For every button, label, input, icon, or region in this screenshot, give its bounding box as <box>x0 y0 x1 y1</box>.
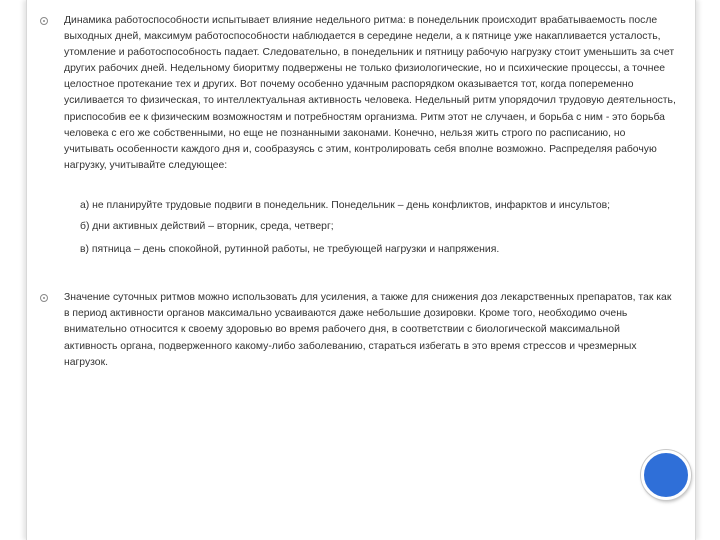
paragraph-daily-rhythm: Значение суточных ритмов можно использовать для усиления, а также для снижения доз лекарственных препаратов, так как в период активности органов максимально усваиваются даже небольшие дозировки. Кроме того, необходимо очень внимательно относится к своему здоровью во время рабочего дня, в соответствии с биологической максимальной активность органа, подверженного какому-либо заболеванию, стараться избегать в это время стрессов и чрезмерных нагрузок. <box>64 292 672 368</box>
bullet-icon <box>40 294 48 302</box>
blue-circle-icon <box>641 450 691 500</box>
sub-item-friday: в) пятница – день спокойной, рутинной работы, не требующей нагрузки и напряжения. <box>80 244 500 255</box>
sub-item-monday: а) не планируйте трудовые подвиги в понедельник. Понедельник – день конфликтов, инфарктов и инсультов; <box>80 200 611 211</box>
bullet-icon <box>40 17 48 25</box>
sub-item-active-days: б) дни активных действий – вторник, среда, четверг; <box>80 221 334 232</box>
paragraph-weekly-rhythm: Динамика работоспособности испытывает влияние недельного ритма: в понедельник происходит врабатываемость после выходных дней, максимум работоспособности наблюдается в середине недели, а к пятнице уже накапливается усталость, утомление и работоспособность падает. Следовательно, в понедельник и пятницу рабочую нагрузку стоит уменьшить за счет других рабочих дней. Недельному биоритму подвержены не только физиологические, но и психические процессы, а точнее целостное протекание тех и других. Вот почему особенно удачным распорядком оказывается тот, когда попеременно усиливается то физическая, то интеллектуальная активность человека. Недельный ритм упорядочил трудовую деятельность, приспособив ее к физическим возможностям и потребностям организма. Ритм этот не случаен, и борьба с ним - это борьба человека с его же собственными, но еще не познанными законами. Конечно, нельзя жить строго по расписанию, но учитывать особенности каждого дня и, сообразуясь с этим, контролировать себя вполне возможно. Распределяя рабочую нагрузку, учитывайте следующее: <box>64 15 676 171</box>
